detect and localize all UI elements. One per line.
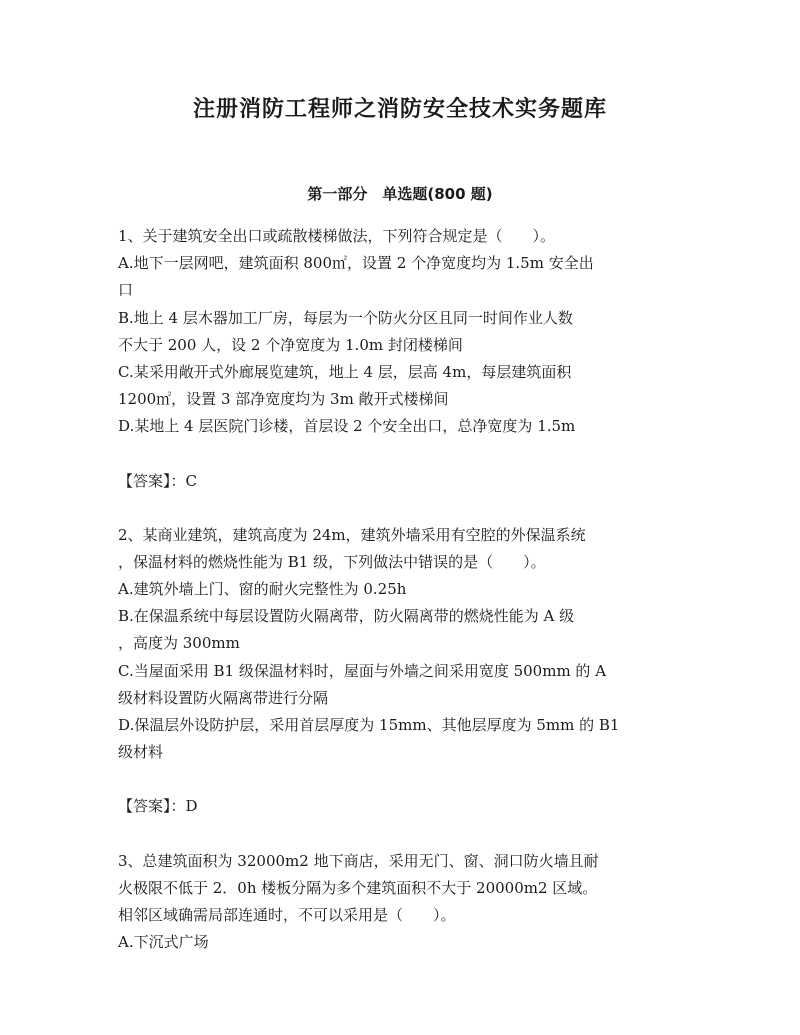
option-c-continued: 1200㎡，设置 3 部净宽度均为 3m 敞开式楼梯间 (118, 390, 449, 409)
option-d: D.某地上 4 层医院门诊楼，首层设 2 个安全出口，总净宽度为 1.5m (118, 417, 576, 436)
option-b-continued: 不大于 200 人，设 2 个净宽度为 1.0m 封闭楼梯间 (118, 335, 463, 354)
question-stem: 2、某商业建筑，建筑高度为 24m，建筑外墙采用有空腔的外保温系统 (118, 525, 586, 544)
option-a-continued: 口 (118, 281, 134, 300)
option-b: B.地上 4 层木器加工厂房，每层为一个防火分区且同一时间作业人数 (118, 308, 573, 327)
option-a: A.地下一层网吧，建筑面积 800㎡，设置 2 个净宽度均为 1.5m 安全出 (118, 254, 594, 273)
question-stem-continued: 火极限不低于 2．0h 楼板分隔为多个建筑面积不大于 20000m2 区域。 (118, 878, 598, 897)
question-block (118, 223, 688, 441)
option-d: D.保温层外设防护层，采用首层厚度为 15mm、其他层厚度为 5mm 的 B1 (118, 716, 620, 734)
option-b-continued: ，高度为 300mm (118, 634, 240, 653)
option-c: C.某采用敞开式外廊展览建筑，地上 4 层，层高 4m，每层建筑面积 (118, 362, 572, 381)
question-stem-continued: ，保温材料的燃烧性能为 B1 级，下列做法中错误的是（ ）。 (118, 552, 546, 571)
section-heading: 第一部分 单选题(800 题) (307, 185, 493, 203)
question-block (118, 848, 688, 957)
document-title: 注册消防工程师之消防安全技术实务题库 (192, 97, 607, 122)
question-block (118, 522, 688, 767)
question-list (118, 223, 688, 956)
option-c: C.当屋面采用 B1 级保温材料时，屋面与外墙之间采用宽度 500mm 的 A (118, 661, 607, 680)
option-a: A.下沉式广场 (118, 933, 209, 952)
answer-label: 【答案】：C (118, 471, 197, 490)
answer-label: 【答案】：D (118, 797, 198, 816)
question-stem-continued: 相邻区域确需局部连通时，不可以采用是（ ）。 (118, 905, 456, 924)
option-b: B.在保温系统中每层设置防火隔离带，防火隔离带的燃烧性能为 A 级 (118, 607, 575, 626)
option-d-continued: 级材料 (118, 743, 164, 762)
question-stem: 3、总建筑面积为 32000m2 地下商店，采用无门、窗、洞口防火墙且耐 (118, 851, 599, 870)
option-a: A.建筑外墙上门、窗的耐火完整性为 0.25h (118, 580, 407, 599)
question-stem: 1、关于建筑安全出口或疏散楼梯做法，下列符合规定是（ ）。 (118, 227, 556, 245)
option-c-continued: 级材料设置防火隔离带进行分隔 (118, 688, 329, 707)
